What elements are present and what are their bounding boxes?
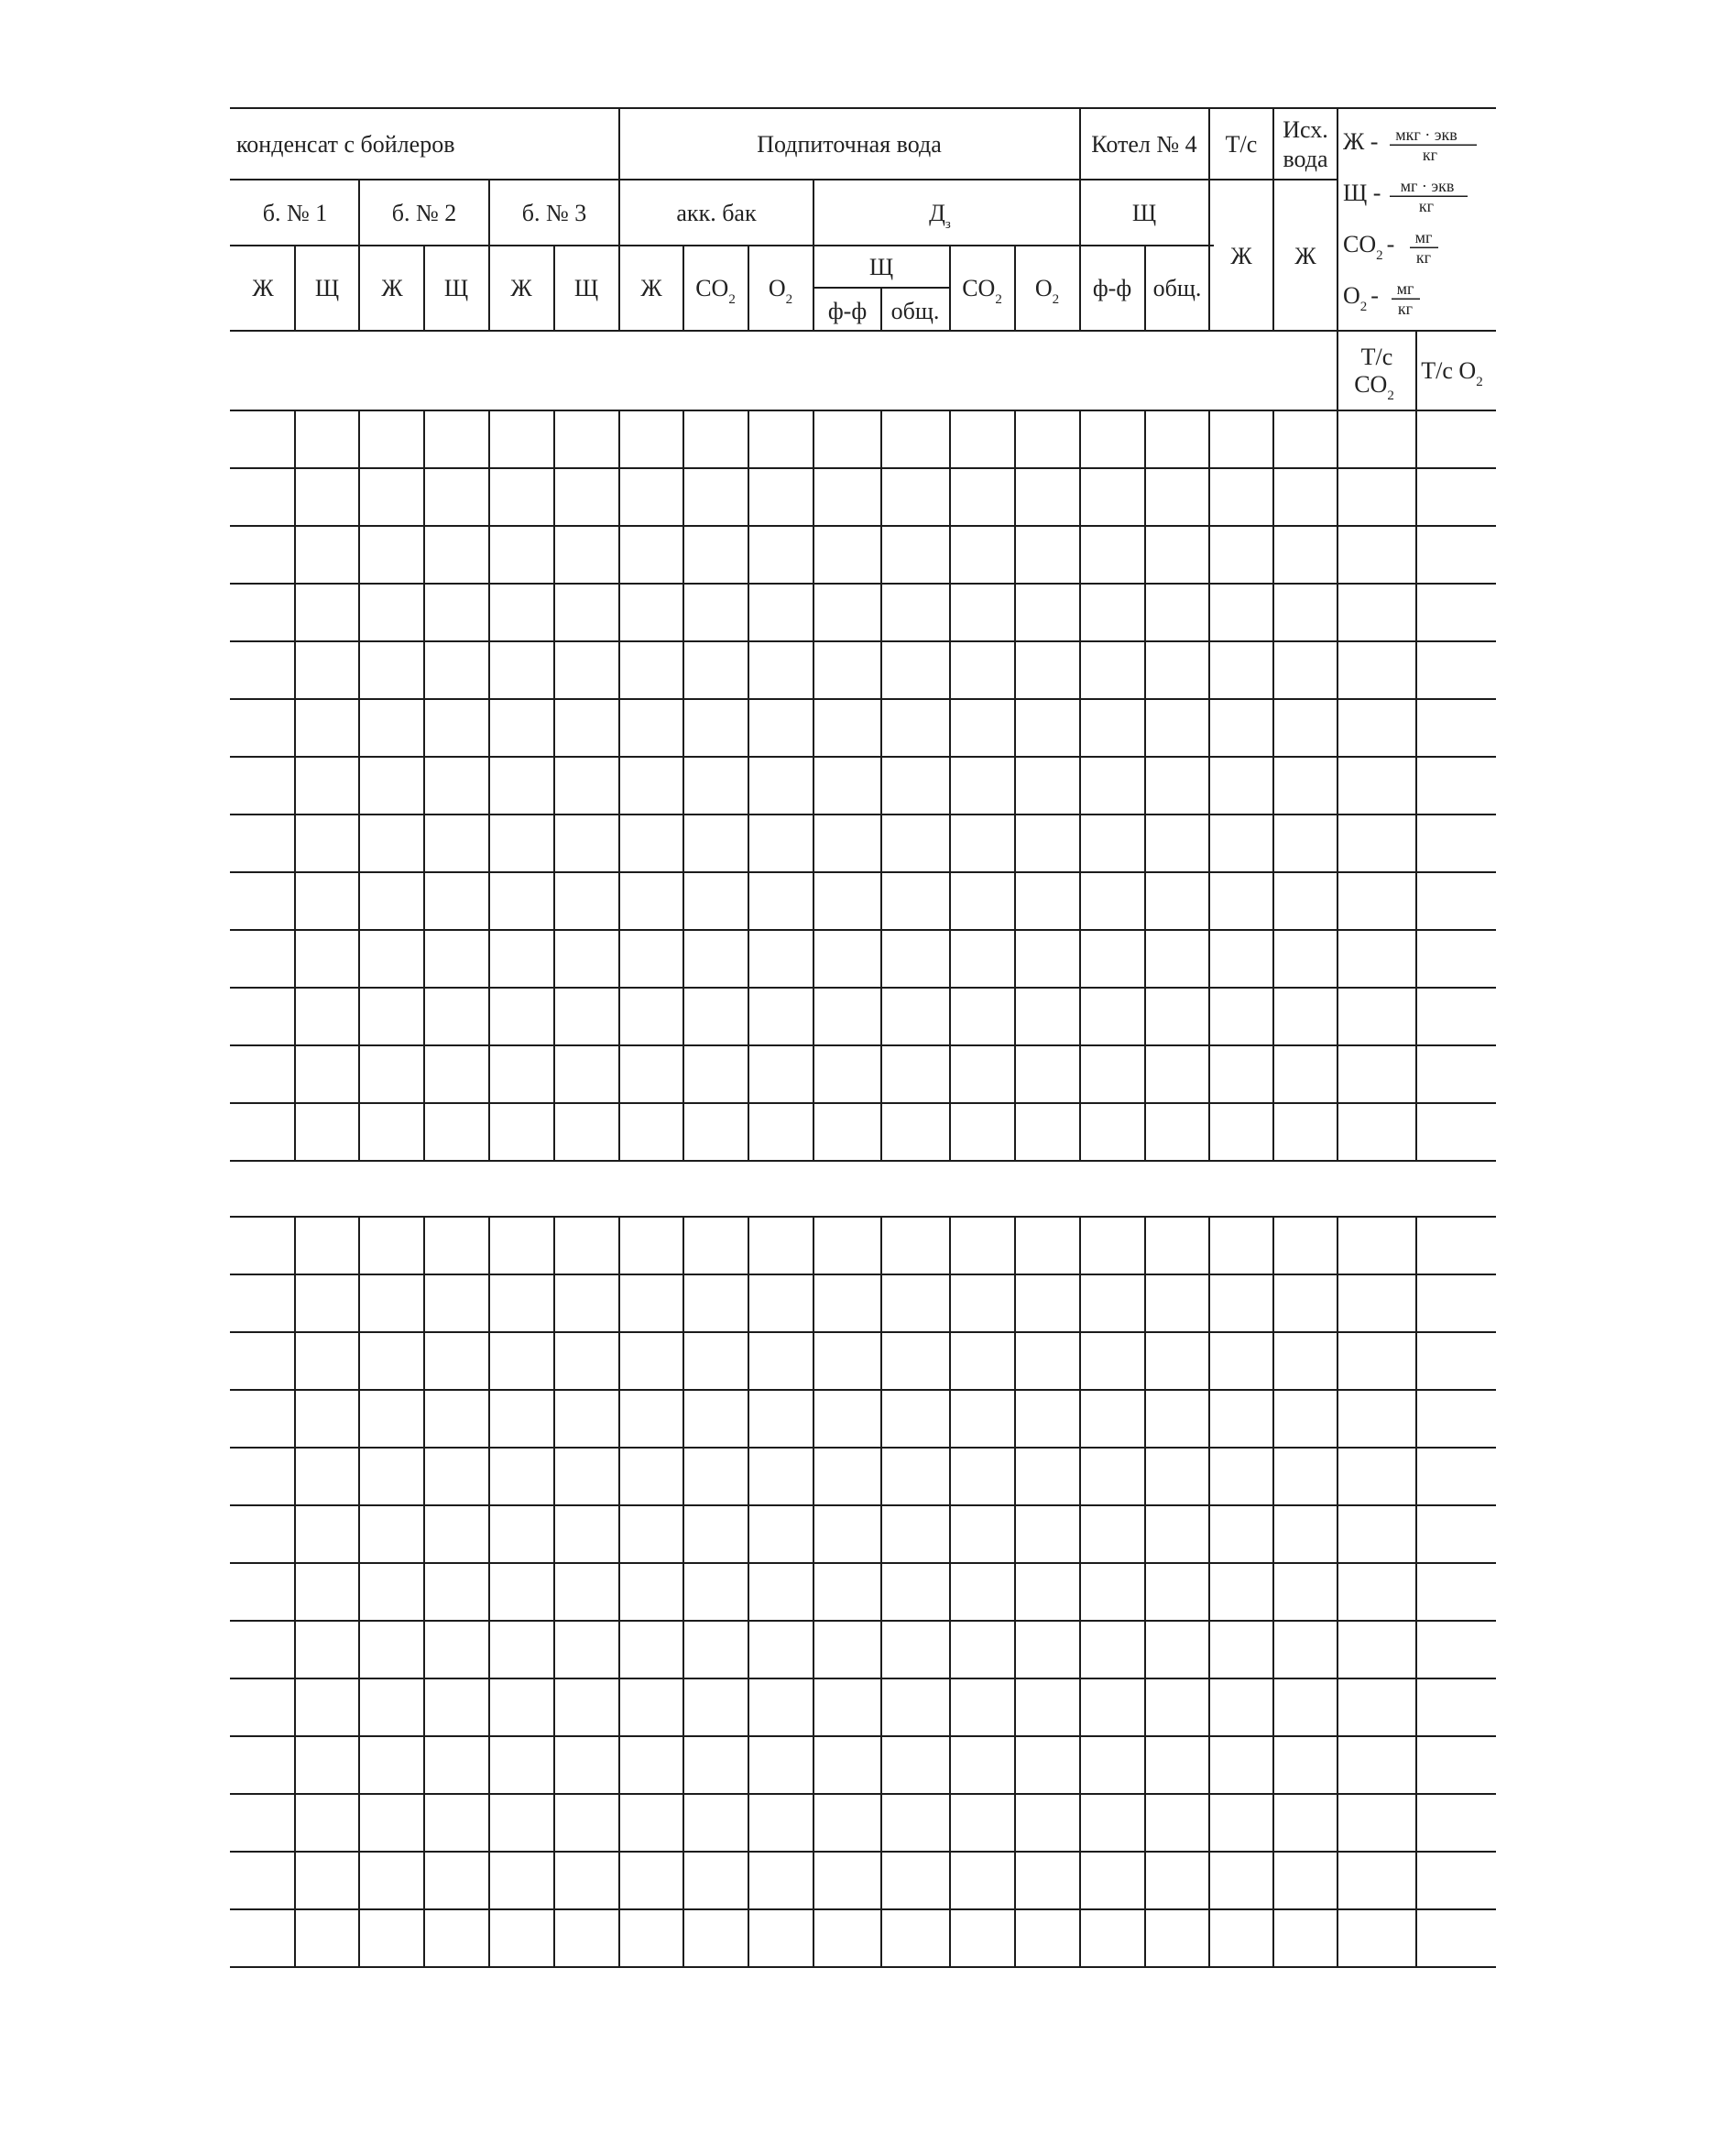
lower-data-grid[interactable]	[230, 1217, 1496, 1967]
o2-unit-num: мг	[1396, 279, 1414, 298]
b2-shch-header: Щ	[443, 275, 469, 301]
ish-zh-header: Ж	[1294, 243, 1316, 269]
akk-o2-header: $O_2$	[768, 275, 793, 307]
d3-co2-header: $CO_2$	[962, 275, 1002, 307]
ish-header-line2: вода	[1283, 146, 1328, 172]
zh-unit-num: мкг · экв	[1395, 126, 1458, 144]
akk-co2-header: $CO_2$	[695, 275, 736, 307]
ts-o2-header: Т/с $O_2$	[1421, 357, 1483, 389]
ish-header-line1: Исх.	[1283, 116, 1328, 143]
o2-unit-label: $O_2$ -	[1343, 282, 1379, 314]
shch-unit-den: кг	[1418, 197, 1435, 215]
upper-data-grid[interactable]	[230, 410, 1496, 1161]
b1-zh-header: Ж	[252, 275, 274, 301]
ts-header: Т/с	[1225, 131, 1258, 158]
kotel-ff-header: ф-ф	[1092, 275, 1132, 301]
ts-co2-header-line1: Т/с	[1360, 344, 1393, 370]
d3-o2-header: $O_2$	[1034, 275, 1060, 307]
ts-zh-header: Ж	[1230, 243, 1252, 269]
zh-unit-den: кг	[1422, 146, 1438, 164]
co2-unit-num: мг	[1414, 228, 1433, 246]
zh-unit-label: Ж -	[1343, 128, 1379, 155]
shch-unit-label: Щ -	[1343, 180, 1381, 206]
kondensat-header: конденсат с бойлеров	[236, 131, 455, 158]
kotel-obshch-header: общ.	[1152, 275, 1202, 301]
b3-zh-header: Ж	[510, 275, 532, 301]
units-legend	[1343, 126, 1477, 318]
akk-bak-header: акк. бак	[676, 200, 757, 226]
co2-unit-label: $CO_2$ -	[1343, 231, 1395, 263]
d3-header: $Д_з$	[929, 200, 951, 232]
o2-unit-den: кг	[1397, 300, 1414, 318]
b1-header: б. № 1	[262, 200, 328, 226]
podpitochnaya-header: Подпиточная вода	[757, 131, 942, 158]
akk-zh-header: Ж	[640, 275, 662, 301]
d3-obshch-header: общ.	[890, 298, 940, 324]
b1-shch-header: Щ	[314, 275, 340, 301]
b3-header: б. № 3	[521, 200, 587, 226]
b2-zh-header: Ж	[381, 275, 403, 301]
b3-shch-header: Щ	[573, 275, 599, 301]
d3-ff-header: ф-ф	[827, 298, 868, 324]
shch-unit-num: мг · экв	[1400, 177, 1455, 195]
ts-co2-header-line2: $CO_2$	[1354, 371, 1394, 403]
d3-shch-header: Щ	[868, 254, 894, 280]
kotel-header: Котел № 4	[1091, 131, 1197, 158]
co2-unit-den: кг	[1415, 248, 1432, 267]
b2-header: б. № 2	[391, 200, 457, 226]
kotel-shch-header: Щ	[1131, 200, 1157, 226]
